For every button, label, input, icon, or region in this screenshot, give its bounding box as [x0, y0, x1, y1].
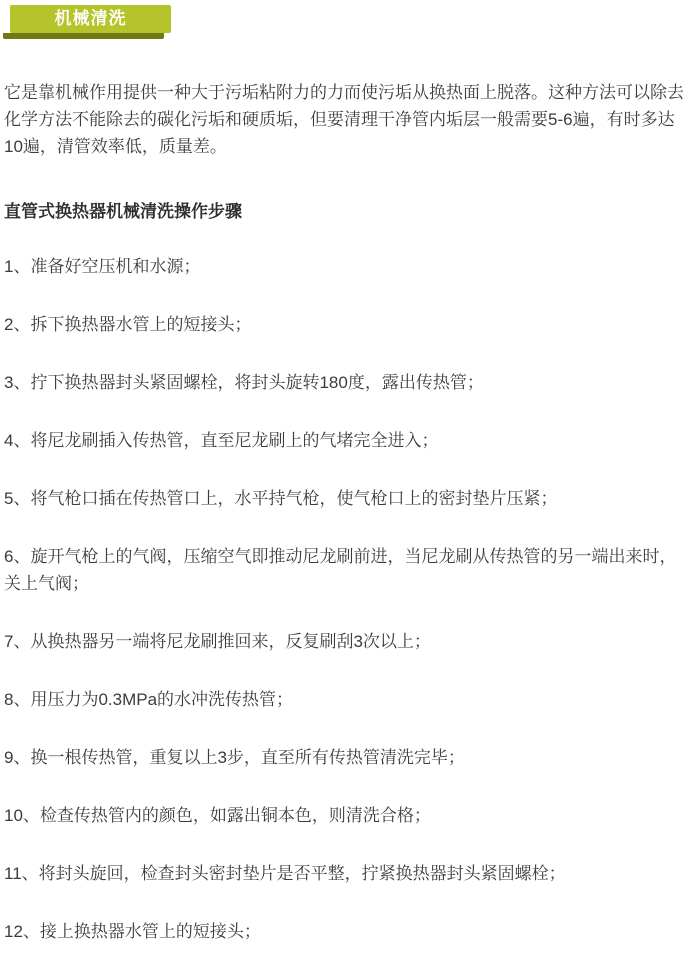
step-item-4: 4、将尼龙刷插入传热管，直至尼龙刷上的气堵完全进入；	[4, 431, 439, 450]
step-item-7: 7、从换热器另一端将尼龙刷推回来，反复刷刮3次以上；	[4, 632, 431, 651]
step-item-10: 10、检查传热管内的颜色，如露出铜本色，则清洗合格；	[4, 806, 431, 825]
step-item-2: 2、拆下换热器水管上的短接头；	[4, 315, 252, 334]
section-badge	[10, 5, 171, 33]
section-title: 直管式换热器机械清洗操作步骤	[4, 202, 242, 221]
step-item-9: 9、换一根传热管，重复以上3步，直至所有传热管清洗完毕；	[4, 748, 465, 767]
step-item-8: 8、用压力为0.3MPa的水冲洗传热管；	[4, 690, 294, 709]
step-item-3: 3、拧下换热器封头紧固螺栓，将封头旋转180度，露出传热管；	[4, 373, 484, 392]
intro-paragraph: 它是靠机械作用提供一种大于污垢粘附力的力而使污垢从换热面上脱落。这种方法可以除去化学方法不能除去的碳化污垢和硬质垢，但要清理干净管内垢层一般需要5-6遍，有时多达10遍，清管效率低，质量差。	[4, 83, 684, 156]
steps-list	[4, 253, 692, 945]
step-item-1: 1、准备好空压机和水源；	[4, 257, 201, 276]
badge-row	[4, 0, 692, 33]
step-item-6: 6、旋开气枪上的气阀，压缩空气即推动尼龙刷前进，当尼龙刷从传热管的另一端出来时，关上气阀；	[4, 547, 677, 593]
step-item-11: 11、将封头旋回，检查封头密封垫片是否平整，拧紧换热器封头紧固螺栓；	[4, 864, 566, 883]
step-item-12: 12、接上换热器水管上的短接头；	[4, 922, 261, 941]
step-item-5: 5、将气枪口插在传热管口上，水平持气枪，使气枪口上的密封垫片压紧；	[4, 489, 558, 508]
section-badge-label: 机械清洗	[54, 9, 127, 28]
